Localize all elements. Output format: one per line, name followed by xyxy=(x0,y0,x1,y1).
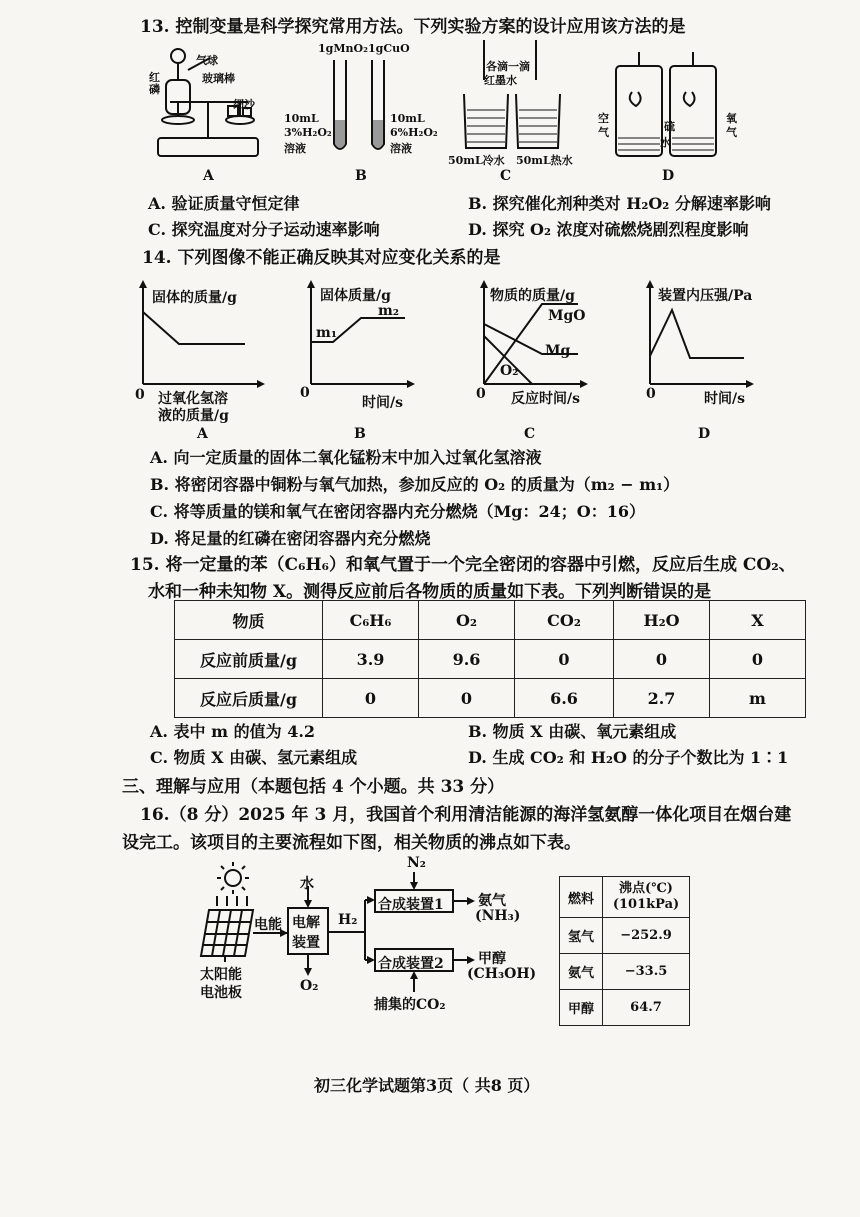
q15-table xyxy=(174,600,806,718)
q16-boiling-point-table xyxy=(559,876,690,1026)
table-header-cell: X xyxy=(710,601,806,640)
q13-b-mno2-label: 1gMnO₂ xyxy=(318,42,368,55)
table-row xyxy=(175,640,806,679)
table-cell: 3.9 xyxy=(323,640,419,679)
q13-b-letter: B xyxy=(355,168,367,184)
q13-c-letter: C xyxy=(500,168,512,184)
q13-c-hot-label: 50mL热水 xyxy=(516,154,573,167)
q16-synth1-label: 合成装置1 xyxy=(378,897,444,913)
table-cell: 反应前质量/g xyxy=(175,640,323,679)
q14-b-m2: m₂ xyxy=(378,303,399,319)
table-cell: 甲醇 xyxy=(560,990,603,1026)
q13-stem: 13. 控制变量是科学探究常用方法。下列实验方案的设计应用该方法的是 xyxy=(140,17,686,37)
page-footer: 初三化学试题第3页（ 共8 页） xyxy=(314,1076,540,1095)
table-cell: m xyxy=(710,679,806,718)
q14-d-xlabel: 时间/s xyxy=(704,391,745,407)
q13-c-ink-label: 红墨水 xyxy=(484,74,517,87)
q13-figure-b xyxy=(330,58,390,158)
q13-b-right-line-1: 10mL xyxy=(390,112,425,125)
table-cell: 0 xyxy=(515,640,614,679)
q13-a-phosphorus-label: 红磷 xyxy=(149,71,160,96)
table-row xyxy=(175,601,806,640)
q16-synth2-label: 合成装置2 xyxy=(378,956,444,972)
table-cell: −33.5 xyxy=(603,954,690,990)
q16-electricity-label: 电能 xyxy=(254,917,282,933)
table-cell: 6.6 xyxy=(515,679,614,718)
q15-option-a: A. 表中 m 的值为 4.2 xyxy=(150,722,316,741)
table-header-cell: O₂ xyxy=(419,601,515,640)
table-cell: 0 xyxy=(323,679,419,718)
q14-b-m1: m₁ xyxy=(316,325,337,341)
q14-d-ylabel: 装置内压强/Pa xyxy=(658,288,753,304)
table-row xyxy=(560,990,690,1026)
q14-a-origin: 0 xyxy=(135,387,145,403)
q16-h2-label: H₂ xyxy=(338,912,358,928)
table-row xyxy=(560,918,690,954)
q13-c-drop-label: 各滴一滴 xyxy=(486,60,530,73)
q13-d-letter: D xyxy=(662,168,675,184)
q16-solar-label-1: 太阳能 xyxy=(200,967,242,983)
q14-stem: 14. 下列图像不能正确反映其对应变化关系的是 xyxy=(142,248,501,268)
q15-option-b: B. 物质 X 由碳、氧元素组成 xyxy=(468,722,677,741)
q14-c-letter: C xyxy=(524,426,536,442)
q13-a-sand-label: 细沙 xyxy=(233,98,255,111)
q15-stem-line-1: 15. 将一定量的苯（C₆H₆）和氧气置于一个完全密闭的容器中引燃，反应后生成 CO₂、 xyxy=(130,555,796,575)
q15-option-d: D. 生成 CO₂ 和 H₂O 的分子个数比为 1∶1 xyxy=(468,748,789,767)
q13-figure-c xyxy=(462,40,562,152)
q13-d-water-label: 水 xyxy=(660,136,671,149)
table-cell: 9.6 xyxy=(419,640,515,679)
q14-c-mgo: MgO xyxy=(548,308,586,324)
q13-b-left-line-3: 溶液 xyxy=(284,142,306,155)
section-title: 三、理解与应用（本题包括 4 个小题。共 33 分） xyxy=(122,777,505,797)
q13-d-sulfur-label: 硫 xyxy=(664,120,675,133)
q14-a-xlabel-2: 液的质量/g xyxy=(158,408,229,424)
q13-option-c: C. 探究温度对分子运动速率影响 xyxy=(148,220,380,239)
table-cell: 氨气 xyxy=(560,954,603,990)
q13-d-oxygen-2: 气 xyxy=(726,126,737,139)
q15-option-c: C. 物质 X 由碳、氢元素组成 xyxy=(150,748,358,767)
q16-solar-label-2: 电池板 xyxy=(200,985,242,1001)
q14-option-d: D. 将足量的红磷在密闭容器内充分燃烧 xyxy=(150,529,431,548)
q13-c-cold-label: 50mL冷水 xyxy=(448,154,505,167)
q13-option-d: D. 探究 O₂ 浓度对硫燃烧剧烈程度影响 xyxy=(468,220,749,239)
q16-o2-label: O₂ xyxy=(300,978,319,994)
q14-b-origin: 0 xyxy=(300,385,310,401)
boiling-header-line-2: (101kPa) xyxy=(612,897,680,912)
q16-co2-label: 捕集的CO₂ xyxy=(374,997,446,1013)
q13-a-rod-label: 玻璃棒 xyxy=(202,72,235,85)
q13-b-cuo-label: 1gCuO xyxy=(368,42,410,55)
q13-a-letter: A xyxy=(203,168,214,184)
q13-d-air-1: 空 xyxy=(598,112,609,125)
q16-methanol-label-2: (CH₃OH) xyxy=(467,966,537,982)
q14-c-origin: 0 xyxy=(476,386,486,402)
table-cell: 2.7 xyxy=(614,679,710,718)
q14-option-c: C. 将等质量的镁和氧气在密闭容器内充分燃烧（Mg：24；O：16） xyxy=(150,502,645,521)
q13-b-left-line-1: 10mL xyxy=(284,112,319,125)
q14-d-letter: D xyxy=(698,426,711,442)
table-cell: 0 xyxy=(419,679,515,718)
q16-electrolysis-label-2: 装置 xyxy=(292,935,320,951)
table-header-cell: H₂O xyxy=(614,601,710,640)
q13-option-a: A. 验证质量守恒定律 xyxy=(148,194,300,213)
q14-b-letter: B xyxy=(354,426,366,442)
q14-b-ylabel: 固体质量/g xyxy=(320,288,391,304)
q16-ammonia-label-1: 氨气 xyxy=(478,893,506,909)
table-cell: 反应后质量/g xyxy=(175,679,323,718)
q14-option-b: B. 将密闭容器中铜粉与氧气加热，参加反应的 O₂ 的质量为（m₂ − m₁） xyxy=(150,475,680,494)
q16-n2-label: N₂ xyxy=(407,855,426,871)
q13-b-right-line-3: 溶液 xyxy=(390,142,412,155)
q16-stem-line-2: 设完工。该项目的主要流程如下图，相关物质的沸点如下表。 xyxy=(122,833,581,853)
table-cell: 64.7 xyxy=(603,990,690,1026)
table-header-cell: 燃料 xyxy=(560,877,603,918)
q16-ammonia-label-2: (NH₃) xyxy=(475,908,521,924)
q16-water-label: 水 xyxy=(300,876,314,892)
table-header-cell: C₆H₆ xyxy=(323,601,419,640)
q14-a-ylabel: 固体的质量/g xyxy=(152,290,237,306)
q13-b-left-line-2: 3%H₂O₂ xyxy=(284,126,332,139)
table-cell: 0 xyxy=(614,640,710,679)
boiling-header-line-1: 沸点(℃) xyxy=(619,881,673,896)
table-cell: −252.9 xyxy=(603,918,690,954)
table-header-cell: 物质 xyxy=(175,601,323,640)
q16-electrolysis-label-1: 电解 xyxy=(292,915,320,931)
q14-b-xlabel: 时间/s xyxy=(362,395,403,411)
q15-stem-line-2: 水和一种未知物 X。测得反应前后各物质的质量如下表。下列判断错误的是 xyxy=(148,582,712,602)
table-row xyxy=(560,877,690,918)
q14-c-o2: O₂ xyxy=(500,363,519,379)
q14-option-a: A. 向一定质量的固体二氧化锰粉末中加入过氧化氢溶液 xyxy=(150,448,542,467)
q14-c-mg: Mg xyxy=(545,343,571,359)
q16-flow-diagram xyxy=(195,860,515,1020)
table-cell: 氢气 xyxy=(560,918,603,954)
table-row xyxy=(175,679,806,718)
q13-d-oxygen-1: 氧 xyxy=(726,112,737,125)
q13-d-air-2: 气 xyxy=(598,126,609,139)
q13-option-b: B. 探究催化剂种类对 H₂O₂ 分解速率影响 xyxy=(468,194,771,213)
q14-c-ylabel: 物质的质量/g xyxy=(490,288,575,304)
table-row xyxy=(560,954,690,990)
q14-a-xlabel-1: 过氧化氢溶 xyxy=(158,391,228,407)
q16-stem-line-1: 16.（8 分）2025 年 3 月，我国首个利用清洁能源的海洋氢氨醇一体化项目在烟台建 xyxy=(140,805,792,825)
q14-d-origin: 0 xyxy=(646,386,656,402)
table-cell: 0 xyxy=(710,640,806,679)
table-header-cell: CO₂ xyxy=(515,601,614,640)
q13-b-right-line-2: 6%H₂O₂ xyxy=(390,126,438,139)
q14-c-xlabel: 反应时间/s xyxy=(511,391,580,407)
q14-a-letter: A xyxy=(197,426,208,442)
q13-a-balloon-label: 气球 xyxy=(196,54,218,67)
q16-methanol-label-1: 甲醇 xyxy=(478,951,506,967)
table-header-cell xyxy=(603,877,690,918)
